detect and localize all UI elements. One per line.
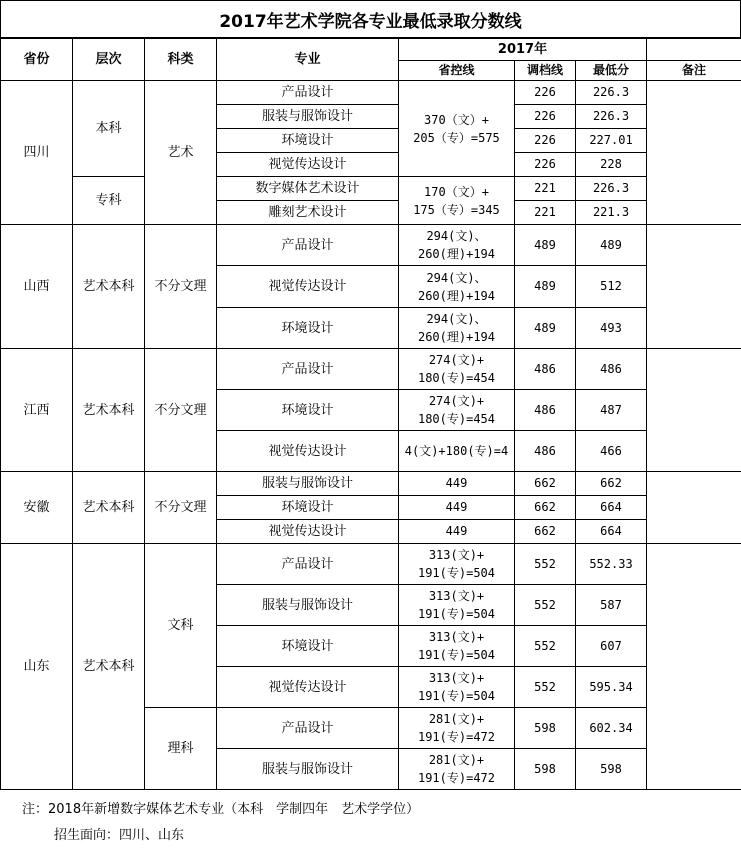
file-line-cell: 598 xyxy=(515,708,576,749)
control-line-cell: 370（文）+ 205（专）=575 xyxy=(399,81,515,177)
control-line-cell: 4(文)+180(专)=4 xyxy=(399,431,515,472)
page-title: 2017年艺术学院各专业最低录取分数线 xyxy=(0,0,741,38)
header-control-line: 省控线 xyxy=(399,61,515,81)
control-line-cell: 274(文)+ 180(专)=454 xyxy=(399,349,515,390)
control-line-cell: 313(文)+ 191(专)=504 xyxy=(399,585,515,626)
min-score-cell: 486 xyxy=(576,349,647,390)
major-cell: 产品设计 xyxy=(217,708,399,749)
min-score-cell: 552.33 xyxy=(576,544,647,585)
min-score-cell: 226.3 xyxy=(576,177,647,201)
header-level: 层次 xyxy=(73,39,145,81)
control-line-cell: 281(文)+ 191(专)=472 xyxy=(399,749,515,790)
min-score-cell: 587 xyxy=(576,585,647,626)
major-cell: 环境设计 xyxy=(217,390,399,431)
file-line-cell: 489 xyxy=(515,308,576,349)
category-cell: 不分文理 xyxy=(145,225,217,349)
major-cell: 视觉传达设计 xyxy=(217,520,399,544)
file-line-cell: 662 xyxy=(515,472,576,496)
file-line-cell: 552 xyxy=(515,626,576,667)
header-min-score: 最低分 xyxy=(576,61,647,81)
min-score-cell: 595.34 xyxy=(576,667,647,708)
min-score-cell: 664 xyxy=(576,496,647,520)
min-score-cell: 598 xyxy=(576,749,647,790)
min-score-cell: 489 xyxy=(576,225,647,266)
major-cell: 视觉传达设计 xyxy=(217,431,399,472)
category-cell: 艺术 xyxy=(145,81,217,225)
header-file-line: 调档线 xyxy=(515,61,576,81)
category-cell: 不分文理 xyxy=(145,472,217,544)
major-cell: 产品设计 xyxy=(217,81,399,105)
province-anhui: 安徽 xyxy=(1,472,73,544)
control-line-cell: 281(文)+ 191(专)=472 xyxy=(399,708,515,749)
remark-cell xyxy=(647,349,741,472)
min-score-cell: 607 xyxy=(576,626,647,667)
control-line-cell: 170（文）+ 175（专）=345 xyxy=(399,177,515,225)
file-line-cell: 226 xyxy=(515,153,576,177)
major-cell: 环境设计 xyxy=(217,626,399,667)
control-line-cell: 449 xyxy=(399,520,515,544)
province-shandong: 山东 xyxy=(1,544,73,790)
file-line-cell: 486 xyxy=(515,390,576,431)
control-line-cell: 294(文)、 260(理)+194 xyxy=(399,308,515,349)
major-cell: 服装与服饰设计 xyxy=(217,472,399,496)
major-cell: 视觉传达设计 xyxy=(217,153,399,177)
level-cell: 艺术本科 xyxy=(73,349,145,472)
control-line-cell: 274(文)+ 180(专)=454 xyxy=(399,390,515,431)
file-line-cell: 221 xyxy=(515,177,576,201)
file-line-cell: 226 xyxy=(515,105,576,129)
major-cell: 服装与服饰设计 xyxy=(217,585,399,626)
file-line-cell: 226 xyxy=(515,81,576,105)
min-score-cell: 226.3 xyxy=(576,81,647,105)
min-score-cell: 466 xyxy=(576,431,647,472)
min-score-cell: 228 xyxy=(576,153,647,177)
province-sichuan: 四川 xyxy=(1,81,73,225)
min-score-cell: 664 xyxy=(576,520,647,544)
major-cell: 服装与服饰设计 xyxy=(217,749,399,790)
control-line-cell: 313(文)+ 191(专)=504 xyxy=(399,626,515,667)
min-score-cell: 227.01 xyxy=(576,129,647,153)
major-cell: 视觉传达设计 xyxy=(217,266,399,308)
remark-cell xyxy=(647,472,741,544)
footnote-line-1: 注：2018年新增数字媒体艺术专业（本科 学制四年 艺术学学位） xyxy=(22,802,420,817)
level-cell: 专科 xyxy=(73,177,145,225)
remark-cell xyxy=(647,225,741,349)
header-remark: 备注 xyxy=(647,61,741,81)
major-cell: 环境设计 xyxy=(217,129,399,153)
major-cell: 雕刻艺术设计 xyxy=(217,201,399,225)
header-category: 科类 xyxy=(145,39,217,81)
file-line-cell: 552 xyxy=(515,544,576,585)
header-year: 2017年 xyxy=(399,39,647,61)
file-line-cell: 486 xyxy=(515,431,576,472)
province-shanxi: 山西 xyxy=(1,225,73,349)
min-score-cell: 493 xyxy=(576,308,647,349)
province-jiangxi: 江西 xyxy=(1,349,73,472)
control-line-cell: 313(文)+ 191(专)=504 xyxy=(399,544,515,585)
file-line-cell: 221 xyxy=(515,201,576,225)
level-cell: 艺术本科 xyxy=(73,544,145,790)
remark-cell xyxy=(647,81,741,225)
category-cell: 不分文理 xyxy=(145,349,217,472)
control-line-cell: 313(文)+ 191(专)=504 xyxy=(399,667,515,708)
min-score-cell: 487 xyxy=(576,390,647,431)
control-line-cell: 294(文)、 260(理)+194 xyxy=(399,266,515,308)
major-cell: 环境设计 xyxy=(217,496,399,520)
file-line-cell: 226 xyxy=(515,129,576,153)
file-line-cell: 662 xyxy=(515,520,576,544)
category-cell: 理科 xyxy=(145,708,217,790)
file-line-cell: 489 xyxy=(515,266,576,308)
control-line-cell: 294(文)、 260(理)+194 xyxy=(399,225,515,266)
file-line-cell: 662 xyxy=(515,496,576,520)
min-score-cell: 512 xyxy=(576,266,647,308)
min-score-cell: 226.3 xyxy=(576,105,647,129)
header-province: 省份 xyxy=(1,39,73,81)
file-line-cell: 552 xyxy=(515,585,576,626)
file-line-cell: 552 xyxy=(515,667,576,708)
header-major: 专业 xyxy=(217,39,399,81)
remark-cell xyxy=(647,544,741,790)
file-line-cell: 486 xyxy=(515,349,576,390)
admission-score-table xyxy=(0,38,741,790)
level-cell: 艺术本科 xyxy=(73,225,145,349)
footnote-line-2: 招生面向：四川、山东 xyxy=(54,828,185,843)
major-cell: 产品设计 xyxy=(217,544,399,585)
min-score-cell: 662 xyxy=(576,472,647,496)
major-cell: 产品设计 xyxy=(217,349,399,390)
major-cell: 数字媒体艺术设计 xyxy=(217,177,399,201)
major-cell: 服装与服饰设计 xyxy=(217,105,399,129)
min-score-cell: 602.34 xyxy=(576,708,647,749)
file-line-cell: 489 xyxy=(515,225,576,266)
min-score-cell: 221.3 xyxy=(576,201,647,225)
category-cell: 文科 xyxy=(145,544,217,708)
control-line-cell: 449 xyxy=(399,496,515,520)
level-cell: 本科 xyxy=(73,81,145,177)
file-line-cell: 598 xyxy=(515,749,576,790)
major-cell: 产品设计 xyxy=(217,225,399,266)
level-cell: 艺术本科 xyxy=(73,472,145,544)
major-cell: 视觉传达设计 xyxy=(217,667,399,708)
control-line-cell: 449 xyxy=(399,472,515,496)
header-blank xyxy=(647,39,741,61)
major-cell: 环境设计 xyxy=(217,308,399,349)
